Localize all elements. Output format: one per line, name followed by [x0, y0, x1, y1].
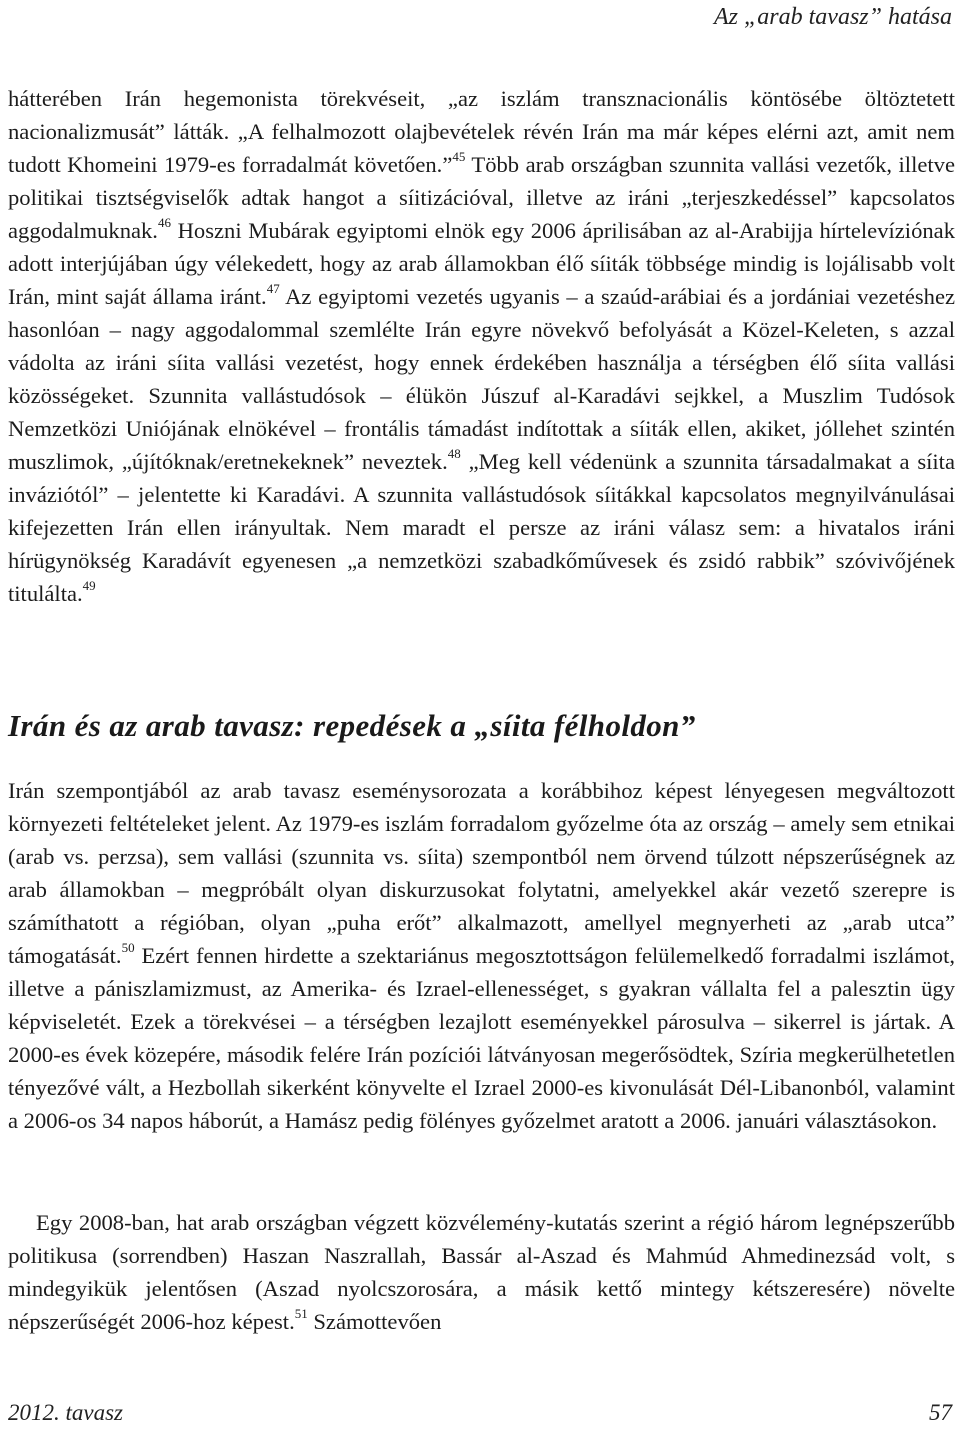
body-paragraph-3	[8, 1206, 955, 1338]
footnote-ref[interactable]: 49	[82, 578, 96, 594]
footnote-ref[interactable]: 48	[447, 446, 461, 462]
body-paragraph-1	[8, 82, 955, 610]
paragraph-text: Irán szempontjából az arab tavasz eseménysorozata a korábbihoz képest lényegesen megváltozott környezeti feltételeket jelent. Az 1979-es iszlám forradalom győzelme óta az ország – amely sem etnikai (arab vs. perzsa), sem vallási (szunnita vs. síita) szempontból nem örvend túlzott népszerűségnek az arab államokban – megpróbált olyan diskurzusokat folytatni, amelyekkel akár vezető szerepre is számíthatott a régióban, olyan „puha erőt” alkalmazott, amellyel megnyerheti az „arab utca” támogatását.	[8, 778, 955, 968]
paragraph-text: Hoszni Mubárak egyiptomi elnök egy 2006 áprilisában az al-Arabijja hírtelevíziónak adott interjújában úgy vélekedett, hogy az arab államokban élő síiták többsége mindig is lojálisabb volt Irán, mint saját állama iránt.	[8, 218, 955, 309]
paragraph-text: Számottevően	[307, 1309, 442, 1334]
page-number: 57	[929, 1400, 952, 1425]
footnote-ref[interactable]: 50	[121, 940, 135, 956]
paragraph-text: Az egyiptomi vezetés ugyanis – a szaúd-arábiai és a jordániai vezetéshez hasonlóan – nagy aggodalommal szemlélte Irán egyre növekvő befolyását a Közel-Keleten, s azzal vádolta az iráni síita vallási vezetést, hogy ennek érdekében használja a térségben élő síita vallási közösségeket. Szunnita vallástudósok – élükön Júszuf al-Karadávi sejkkel, a Muszlim Tudósok Nemzetközi Uniójának elnökével – frontális támadást indítottak a síiták ellen, akiket, jóllehet szintén muszlimok, „újítóknak/eretnekeknek” neveztek.	[8, 284, 955, 474]
issue-label: 2012. tavasz	[8, 1400, 123, 1425]
section-heading: Irán és az arab tavasz: repedések a „síita félholdon”	[8, 708, 696, 743]
running-title: Az „arab tavasz” hatása	[713, 4, 952, 30]
footnote-ref[interactable]: 51	[294, 1306, 308, 1322]
footnote-ref[interactable]: 47	[266, 281, 280, 297]
body-paragraph-2	[8, 774, 955, 1137]
footnote-ref[interactable]: 45	[452, 149, 466, 165]
paragraph-text: Ezért fennen hirdette a szektariánus megosztottságon felülemelkedő forradalmi iszlámot, illetve a pániszlamizmust, az Amerika- és Izrael-ellenességet, s gyakran vállalta fel a palesztin ügy képviseletét. Ezek a törekvései – a térségben lezajlott eseményekkel párosulva – sikerrel is jártak. A 2000-es évek közepére, második felére Irán pozíciói látványosan megerősödtek, Szíria megkerülhetetlen tényezővé vált, a Hezbollah sikerként könyvelte el Izrael 2000-es kivonulását Dél-Libanonból, valamint a 2006-os 34 napos háborút, a Hamász pedig fölényes győzelmet aratott a 2006. januári választásokon.	[8, 943, 955, 1133]
paragraph-text: Több arab országban szunnita vallási vezetők, illetve politikai tisztségviselők adtak hangot a síitizációval, illetve az iráni „terjeszkedéssel” kapcsolatos aggodalmuknak.	[8, 152, 955, 243]
paragraph-text: „Meg kell védenünk a szunnita társadalmakat a síita inváziótól” – jelentette ki Karadávi. A szunnita vallástudósok síitákkal kapcsolatos megnyilvánulásai kifejezetten Irán ellen irányultak. Nem maradt el persze az iráni válasz sem: a hivatalos iráni hírügynökség Karadávít egyenesen „a nemzetközi szabadkőművesek és zsidó rabbik” szóvivőjének titulálta.	[8, 449, 955, 606]
paragraph-text: hátterében Irán hegemonista törekvéseit, „az iszlám transznacionális köntösébe öltöztetett nacionalizmusát” látták. „A felhalmozott olajbevételek révén Irán ma már képes elérni azt, amit nem tudott Khomeini 1979-es forradalmát követően.”	[8, 86, 955, 177]
footnote-ref[interactable]: 46	[157, 215, 171, 231]
paragraph-text: Egy 2008-ban, hat arab országban végzett közvélemény-kutatás szerint a régió három legnépszerűbb politikusa (sorrendben) Haszan Naszrallah, Bassár al-Aszad és Mahmúd Ahmedinezsád volt, s mindegyikük jelentősen (Aszad nyolcszorosára, a másik kettő mintegy kétszeresére) növelte népszerűségét 2006-hoz képest.	[8, 1210, 955, 1334]
